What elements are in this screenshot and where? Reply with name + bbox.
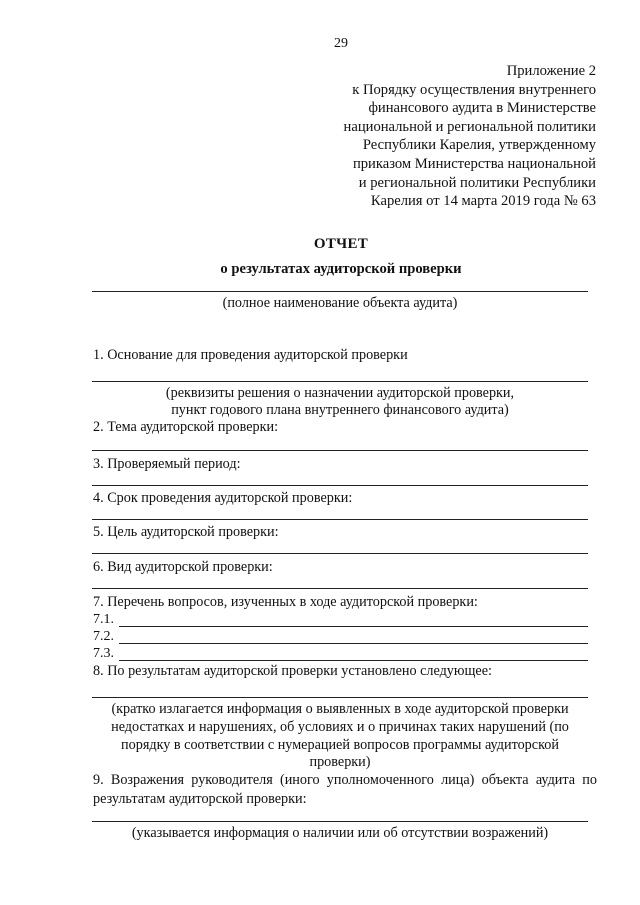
period-line [92,485,588,486]
appendix-line: и региональной политики Республики [358,174,596,191]
sub-item-7-1-line [119,626,588,627]
sub-item-7-2-line [119,643,588,644]
report-subtitle: о результатах аудиторской проверки [220,261,462,277]
appendix-line: к Порядку осуществления внутреннего [352,81,596,98]
goal-line [92,553,588,554]
item-term: 4. Срок проведения аудиторской проверки: [93,490,353,506]
page-number: 29 [334,36,348,51]
appendix-line: Карелия от 14 марта 2019 года № 63 [370,193,596,210]
basis-caption-1: (реквизиты решения о назначении аудиторской проверки, [165,385,515,401]
findings-caption-3: порядку в соответствии с нумерацией вопросов программы аудиторской [121,737,559,753]
appendix-line: приказом Министерства национальной [352,155,596,172]
appendix-line: финансового аудита в Министерстве [368,100,596,117]
item-basis: 1. Основание для проведения аудиторской проверки [93,347,408,363]
sub-item-7-1: 7.1. [93,612,114,627]
item-questions: 7. Перечень вопросов, изученных в ходе аудиторской проверки: [93,594,478,610]
sub-item-7-3-line [119,660,588,661]
report-title: ОТЧЕТ [313,236,369,252]
object-caption: (полное наименование объекта аудита) [222,295,458,311]
findings-line [92,697,588,698]
findings-caption-1: (кратко излагается информация о выявленных в ходе аудиторской проверки [111,701,569,717]
kind-line [92,588,588,589]
basis-caption-2: пункт годового плана внутреннего финансового аудита) [171,402,509,418]
sub-item-7-3: 7.3. [93,646,114,661]
topic-line [92,450,588,451]
item-topic: 2. Тема аудиторской проверки: [93,419,279,435]
item-goal: 5. Цель аудиторской проверки: [93,524,279,540]
objections-caption: (указывается информация о наличии или об отсутствии возражений) [131,825,549,841]
item-period: 3. Проверяемый период: [93,456,241,472]
objections-line [92,821,588,822]
sub-item-7-2: 7.2. [93,629,114,644]
item-findings: 8. По результатам аудиторской проверки установлено следующее: [93,663,492,679]
item-objections: 9. Возражения руководителя (иного уполномоченного лица) объекта аудита по результатам аудиторской проверки: [93,772,597,807]
findings-caption-2: недостатках и нарушениях, об условиях и о причинах таких нарушений (по [111,719,569,735]
item-kind: 6. Вид аудиторской проверки: [93,559,273,575]
basis-line [92,381,588,382]
findings-caption-4: проверки) [309,754,371,770]
appendix-line: национальной и региональной политики [343,118,596,135]
object-name-line [92,291,588,292]
appendix-line: Республики Карелия, утвержденному [362,137,596,154]
appendix-header [344,62,596,211]
appendix-line: Приложение 2 [506,63,596,79]
term-line [92,519,588,520]
